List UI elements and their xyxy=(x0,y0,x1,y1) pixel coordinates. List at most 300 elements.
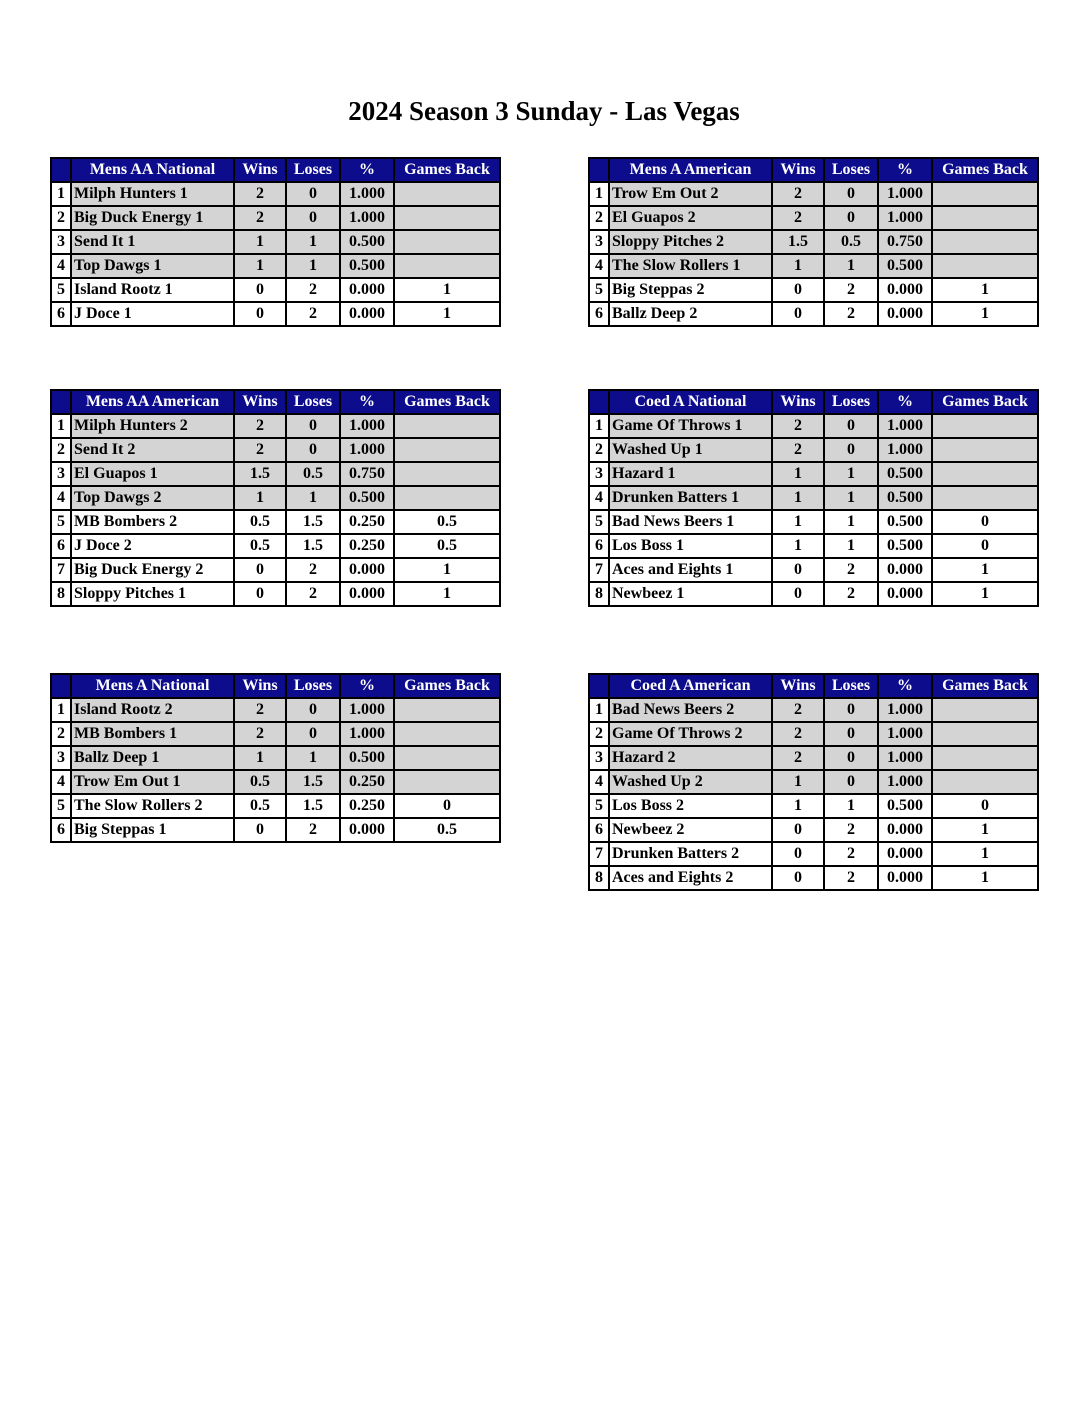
pct-cell: 0.500 xyxy=(878,534,932,558)
team-name-cell: The Slow Rollers 2 xyxy=(71,794,234,818)
games-back-cell xyxy=(932,254,1038,278)
table-row xyxy=(589,206,1038,230)
header-wins: Wins xyxy=(234,674,286,698)
pct-cell: 0.500 xyxy=(340,230,394,254)
rank-cell: 1 xyxy=(589,698,609,722)
loses-cell: 1 xyxy=(824,486,878,510)
header-loses: Loses xyxy=(824,674,878,698)
loses-cell: 1 xyxy=(824,254,878,278)
rank-cell: 3 xyxy=(51,462,71,486)
division-title: Mens AA American xyxy=(71,390,234,414)
loses-cell: 2 xyxy=(286,558,340,582)
team-name-cell: Ballz Deep 1 xyxy=(71,746,234,770)
loses-cell: 2 xyxy=(824,818,878,842)
games-back-cell xyxy=(932,722,1038,746)
team-name-cell: Send It 1 xyxy=(71,230,234,254)
rank-cell: 1 xyxy=(51,182,71,206)
table-row xyxy=(589,534,1038,558)
team-name-cell: Ballz Deep 2 xyxy=(609,302,772,326)
wins-cell: 0 xyxy=(234,302,286,326)
table-row xyxy=(51,438,500,462)
rank-cell: 7 xyxy=(589,558,609,582)
table-row xyxy=(51,230,500,254)
team-name-cell: Milph Hunters 2 xyxy=(71,414,234,438)
team-name-cell: J Doce 1 xyxy=(71,302,234,326)
table-row xyxy=(589,462,1038,486)
rank-cell: 6 xyxy=(589,534,609,558)
wins-cell: 0 xyxy=(772,302,824,326)
pct-cell: 0.250 xyxy=(340,770,394,794)
table-row xyxy=(589,818,1038,842)
wins-cell: 1 xyxy=(234,486,286,510)
table-row xyxy=(51,486,500,510)
rank-cell: 4 xyxy=(589,486,609,510)
pct-cell: 0.750 xyxy=(340,462,394,486)
table-row xyxy=(51,558,500,582)
loses-cell: 1 xyxy=(824,462,878,486)
wins-cell: 0.5 xyxy=(234,794,286,818)
wins-cell: 0.5 xyxy=(234,770,286,794)
table-row xyxy=(51,534,500,558)
wins-cell: 2 xyxy=(772,746,824,770)
table-row xyxy=(589,794,1038,818)
table-row xyxy=(589,722,1038,746)
rank-cell: 1 xyxy=(51,698,71,722)
header-pct: % xyxy=(878,158,932,182)
pct-cell: 0.000 xyxy=(878,558,932,582)
table-row xyxy=(589,558,1038,582)
header-pct: % xyxy=(878,674,932,698)
pct-cell: 0.000 xyxy=(340,818,394,842)
pct-cell: 1.000 xyxy=(878,182,932,206)
standings-table-4 xyxy=(50,673,501,843)
loses-cell: 0 xyxy=(286,698,340,722)
header-pct: % xyxy=(878,390,932,414)
team-name-cell: Trow Em Out 1 xyxy=(71,770,234,794)
table-row xyxy=(589,770,1038,794)
rank-cell: 2 xyxy=(51,206,71,230)
wins-cell: 2 xyxy=(772,698,824,722)
games-back-cell xyxy=(394,230,500,254)
loses-cell: 0 xyxy=(286,206,340,230)
pct-cell: 0.500 xyxy=(340,746,394,770)
pct-cell: 0.500 xyxy=(878,794,932,818)
pct-cell: 0.000 xyxy=(340,278,394,302)
standings-table-1 xyxy=(588,157,1039,327)
rank-cell: 2 xyxy=(51,722,71,746)
division-title: Mens A American xyxy=(609,158,772,182)
table-row xyxy=(51,302,500,326)
pct-cell: 0.000 xyxy=(878,582,932,606)
games-back-cell xyxy=(394,462,500,486)
team-name-cell: Send It 2 xyxy=(71,438,234,462)
pct-cell: 0.000 xyxy=(340,302,394,326)
rank-cell: 7 xyxy=(51,558,71,582)
wins-cell: 1 xyxy=(772,534,824,558)
rank-cell: 3 xyxy=(589,230,609,254)
rank-cell: 3 xyxy=(51,746,71,770)
wins-cell: 2 xyxy=(234,414,286,438)
header-wins: Wins xyxy=(772,390,824,414)
wins-cell: 0 xyxy=(772,818,824,842)
rank-cell: 6 xyxy=(589,818,609,842)
loses-cell: 0 xyxy=(824,206,878,230)
games-back-cell: 1 xyxy=(394,302,500,326)
rank-cell: 2 xyxy=(589,722,609,746)
team-name-cell: Sloppy Pitches 1 xyxy=(71,582,234,606)
wins-cell: 0.5 xyxy=(234,510,286,534)
team-name-cell: Aces and Eights 1 xyxy=(609,558,772,582)
loses-cell: 1 xyxy=(824,534,878,558)
pct-cell: 1.000 xyxy=(340,698,394,722)
team-name-cell: Big Steppas 2 xyxy=(609,278,772,302)
games-back-cell xyxy=(394,770,500,794)
division-title: Mens AA National xyxy=(71,158,234,182)
loses-cell: 0 xyxy=(824,182,878,206)
games-back-cell: 0 xyxy=(932,794,1038,818)
table-row xyxy=(51,582,500,606)
games-back-cell: 0.5 xyxy=(394,534,500,558)
team-name-cell: MB Bombers 2 xyxy=(71,510,234,534)
header-games-back: Games Back xyxy=(394,674,500,698)
division-title: Coed A American xyxy=(609,674,772,698)
wins-cell: 0.5 xyxy=(234,534,286,558)
header-corner xyxy=(589,674,609,698)
table-row xyxy=(51,818,500,842)
pct-cell: 0.000 xyxy=(340,582,394,606)
loses-cell: 2 xyxy=(824,582,878,606)
loses-cell: 2 xyxy=(824,866,878,890)
loses-cell: 0 xyxy=(286,722,340,746)
wins-cell: 2 xyxy=(234,182,286,206)
wins-cell: 2 xyxy=(234,206,286,230)
loses-cell: 2 xyxy=(286,582,340,606)
pct-cell: 0.000 xyxy=(878,866,932,890)
team-name-cell: J Doce 2 xyxy=(71,534,234,558)
header-games-back: Games Back xyxy=(394,390,500,414)
games-back-cell xyxy=(932,182,1038,206)
games-back-cell xyxy=(932,462,1038,486)
loses-cell: 1 xyxy=(286,254,340,278)
games-back-cell xyxy=(394,746,500,770)
pct-cell: 0.500 xyxy=(340,486,394,510)
games-back-cell xyxy=(394,486,500,510)
loses-cell: 0 xyxy=(824,770,878,794)
header-wins: Wins xyxy=(772,674,824,698)
pct-cell: 1.000 xyxy=(878,698,932,722)
games-back-cell xyxy=(394,698,500,722)
games-back-cell: 1 xyxy=(932,302,1038,326)
rank-cell: 8 xyxy=(589,866,609,890)
header-wins: Wins xyxy=(234,158,286,182)
loses-cell: 2 xyxy=(286,818,340,842)
header-pct: % xyxy=(340,674,394,698)
pct-cell: 0.000 xyxy=(878,842,932,866)
rank-cell: 6 xyxy=(51,302,71,326)
team-name-cell: El Guapos 1 xyxy=(71,462,234,486)
games-back-cell xyxy=(932,438,1038,462)
loses-cell: 2 xyxy=(824,558,878,582)
loses-cell: 2 xyxy=(286,302,340,326)
loses-cell: 0.5 xyxy=(286,462,340,486)
wins-cell: 1 xyxy=(234,746,286,770)
pct-cell: 0.000 xyxy=(878,818,932,842)
loses-cell: 0 xyxy=(286,438,340,462)
games-back-cell xyxy=(932,414,1038,438)
loses-cell: 0.5 xyxy=(824,230,878,254)
rank-cell: 2 xyxy=(51,438,71,462)
pct-cell: 1.000 xyxy=(340,438,394,462)
rank-cell: 5 xyxy=(589,794,609,818)
wins-cell: 1.5 xyxy=(772,230,824,254)
rank-cell: 3 xyxy=(51,230,71,254)
header-row xyxy=(589,158,1038,182)
header-games-back: Games Back xyxy=(932,674,1038,698)
header-corner xyxy=(51,158,71,182)
rank-cell: 5 xyxy=(51,794,71,818)
team-name-cell: Top Dawgs 1 xyxy=(71,254,234,278)
wins-cell: 0 xyxy=(234,278,286,302)
header-row xyxy=(51,674,500,698)
table-row xyxy=(589,866,1038,890)
table-row xyxy=(589,698,1038,722)
wins-cell: 1.5 xyxy=(234,462,286,486)
table-row xyxy=(51,278,500,302)
pct-cell: 0.500 xyxy=(340,254,394,278)
loses-cell: 1 xyxy=(286,230,340,254)
table-row xyxy=(589,414,1038,438)
table-row xyxy=(589,182,1038,206)
rank-cell: 6 xyxy=(589,302,609,326)
games-back-cell xyxy=(932,770,1038,794)
table-row xyxy=(51,206,500,230)
loses-cell: 1.5 xyxy=(286,794,340,818)
rank-cell: 4 xyxy=(51,486,71,510)
table-row xyxy=(589,302,1038,326)
games-back-cell: 0.5 xyxy=(394,510,500,534)
header-loses: Loses xyxy=(824,158,878,182)
loses-cell: 1.5 xyxy=(286,770,340,794)
division-title: Coed A National xyxy=(609,390,772,414)
team-name-cell: Bad News Beers 2 xyxy=(609,698,772,722)
pct-cell: 0.250 xyxy=(340,510,394,534)
loses-cell: 0 xyxy=(824,438,878,462)
team-name-cell: Hazard 2 xyxy=(609,746,772,770)
pct-cell: 0.250 xyxy=(340,794,394,818)
games-back-cell xyxy=(932,746,1038,770)
loses-cell: 2 xyxy=(824,278,878,302)
wins-cell: 1 xyxy=(772,510,824,534)
header-games-back: Games Back xyxy=(932,390,1038,414)
division-title: Mens A National xyxy=(71,674,234,698)
rank-cell: 5 xyxy=(589,278,609,302)
rank-cell: 3 xyxy=(589,462,609,486)
wins-cell: 1 xyxy=(234,254,286,278)
standings-table-2 xyxy=(50,389,501,607)
pct-cell: 0.500 xyxy=(878,462,932,486)
games-back-cell xyxy=(394,206,500,230)
table-row xyxy=(589,278,1038,302)
team-name-cell: Island Rootz 1 xyxy=(71,278,234,302)
rank-cell: 1 xyxy=(589,414,609,438)
header-wins: Wins xyxy=(234,390,286,414)
table-row xyxy=(589,746,1038,770)
header-games-back: Games Back xyxy=(394,158,500,182)
table-row xyxy=(589,438,1038,462)
games-back-cell: 1 xyxy=(394,558,500,582)
team-name-cell: Drunken Batters 1 xyxy=(609,486,772,510)
header-row xyxy=(51,158,500,182)
team-name-cell: MB Bombers 1 xyxy=(71,722,234,746)
pct-cell: 0.000 xyxy=(340,558,394,582)
games-back-cell xyxy=(394,722,500,746)
wins-cell: 2 xyxy=(772,722,824,746)
header-games-back: Games Back xyxy=(932,158,1038,182)
team-name-cell: Sloppy Pitches 2 xyxy=(609,230,772,254)
pct-cell: 0.250 xyxy=(340,534,394,558)
wins-cell: 0 xyxy=(234,558,286,582)
wins-cell: 2 xyxy=(772,206,824,230)
table-row xyxy=(589,510,1038,534)
loses-cell: 2 xyxy=(824,302,878,326)
loses-cell: 1.5 xyxy=(286,534,340,558)
team-name-cell: Big Duck Energy 2 xyxy=(71,558,234,582)
wins-cell: 2 xyxy=(234,698,286,722)
games-back-cell: 1 xyxy=(932,558,1038,582)
games-back-cell: 0 xyxy=(932,510,1038,534)
table-row xyxy=(589,842,1038,866)
header-loses: Loses xyxy=(286,158,340,182)
header-corner xyxy=(51,674,71,698)
team-name-cell: Drunken Batters 2 xyxy=(609,842,772,866)
games-back-cell: 1 xyxy=(932,842,1038,866)
pct-cell: 1.000 xyxy=(878,722,932,746)
games-back-cell xyxy=(932,230,1038,254)
header-corner xyxy=(589,390,609,414)
rank-cell: 2 xyxy=(589,206,609,230)
pct-cell: 1.000 xyxy=(878,770,932,794)
table-row xyxy=(589,254,1038,278)
table-row xyxy=(51,182,500,206)
team-name-cell: Top Dawgs 2 xyxy=(71,486,234,510)
team-name-cell: Washed Up 2 xyxy=(609,770,772,794)
pct-cell: 1.000 xyxy=(340,206,394,230)
wins-cell: 0 xyxy=(234,818,286,842)
games-back-cell xyxy=(932,698,1038,722)
games-back-cell: 1 xyxy=(394,278,500,302)
table-row xyxy=(51,254,500,278)
standings-table-5 xyxy=(588,673,1039,891)
team-name-cell: Bad News Beers 1 xyxy=(609,510,772,534)
header-corner xyxy=(51,390,71,414)
rank-cell: 2 xyxy=(589,438,609,462)
table-row xyxy=(589,486,1038,510)
games-back-cell xyxy=(394,254,500,278)
table-row xyxy=(589,582,1038,606)
team-name-cell: Big Steppas 1 xyxy=(71,818,234,842)
rank-cell: 1 xyxy=(51,414,71,438)
games-back-cell: 0 xyxy=(394,794,500,818)
rank-cell: 4 xyxy=(51,770,71,794)
loses-cell: 2 xyxy=(824,842,878,866)
rank-cell: 5 xyxy=(51,510,71,534)
pct-cell: 0.500 xyxy=(878,486,932,510)
pct-cell: 0.750 xyxy=(878,230,932,254)
wins-cell: 1 xyxy=(234,230,286,254)
wins-cell: 0 xyxy=(772,582,824,606)
games-back-cell: 0 xyxy=(932,534,1038,558)
loses-cell: 0 xyxy=(824,746,878,770)
rank-cell: 7 xyxy=(589,842,609,866)
team-name-cell: Washed Up 1 xyxy=(609,438,772,462)
games-back-cell: 1 xyxy=(932,582,1038,606)
rank-cell: 6 xyxy=(51,818,71,842)
team-name-cell: Game Of Throws 1 xyxy=(609,414,772,438)
pct-cell: 1.000 xyxy=(878,414,932,438)
loses-cell: 0 xyxy=(286,182,340,206)
wins-cell: 2 xyxy=(772,182,824,206)
pct-cell: 1.000 xyxy=(340,182,394,206)
rank-cell: 3 xyxy=(589,746,609,770)
header-loses: Loses xyxy=(286,390,340,414)
rank-cell: 6 xyxy=(51,534,71,558)
standings-table-0 xyxy=(50,157,501,327)
wins-cell: 2 xyxy=(772,438,824,462)
header-loses: Loses xyxy=(286,674,340,698)
wins-cell: 1 xyxy=(772,486,824,510)
pct-cell: 0.000 xyxy=(878,302,932,326)
loses-cell: 1 xyxy=(286,746,340,770)
header-row xyxy=(589,674,1038,698)
wins-cell: 0 xyxy=(772,558,824,582)
loses-cell: 1 xyxy=(824,794,878,818)
rank-cell: 4 xyxy=(51,254,71,278)
pct-cell: 1.000 xyxy=(340,722,394,746)
loses-cell: 0 xyxy=(824,414,878,438)
loses-cell: 1.5 xyxy=(286,510,340,534)
pct-cell: 1.000 xyxy=(878,438,932,462)
header-wins: Wins xyxy=(772,158,824,182)
wins-cell: 1 xyxy=(772,770,824,794)
rank-cell: 4 xyxy=(589,770,609,794)
games-back-cell xyxy=(394,438,500,462)
team-name-cell: Big Duck Energy 1 xyxy=(71,206,234,230)
header-pct: % xyxy=(340,158,394,182)
pct-cell: 0.500 xyxy=(878,254,932,278)
header-row xyxy=(589,390,1038,414)
team-name-cell: Island Rootz 2 xyxy=(71,698,234,722)
games-back-cell: 1 xyxy=(932,866,1038,890)
loses-cell: 2 xyxy=(286,278,340,302)
games-back-cell xyxy=(932,486,1038,510)
rank-cell: 8 xyxy=(589,582,609,606)
team-name-cell: Trow Em Out 2 xyxy=(609,182,772,206)
pct-cell: 1.000 xyxy=(878,746,932,770)
team-name-cell: Game Of Throws 2 xyxy=(609,722,772,746)
wins-cell: 1 xyxy=(772,462,824,486)
wins-cell: 0 xyxy=(772,278,824,302)
pct-cell: 1.000 xyxy=(878,206,932,230)
loses-cell: 1 xyxy=(824,510,878,534)
table-row xyxy=(51,462,500,486)
team-name-cell: Milph Hunters 1 xyxy=(71,182,234,206)
wins-cell: 0 xyxy=(772,842,824,866)
team-name-cell: Los Boss 2 xyxy=(609,794,772,818)
team-name-cell: Newbeez 1 xyxy=(609,582,772,606)
wins-cell: 0 xyxy=(772,866,824,890)
rank-cell: 8 xyxy=(51,582,71,606)
games-back-cell: 1 xyxy=(394,582,500,606)
